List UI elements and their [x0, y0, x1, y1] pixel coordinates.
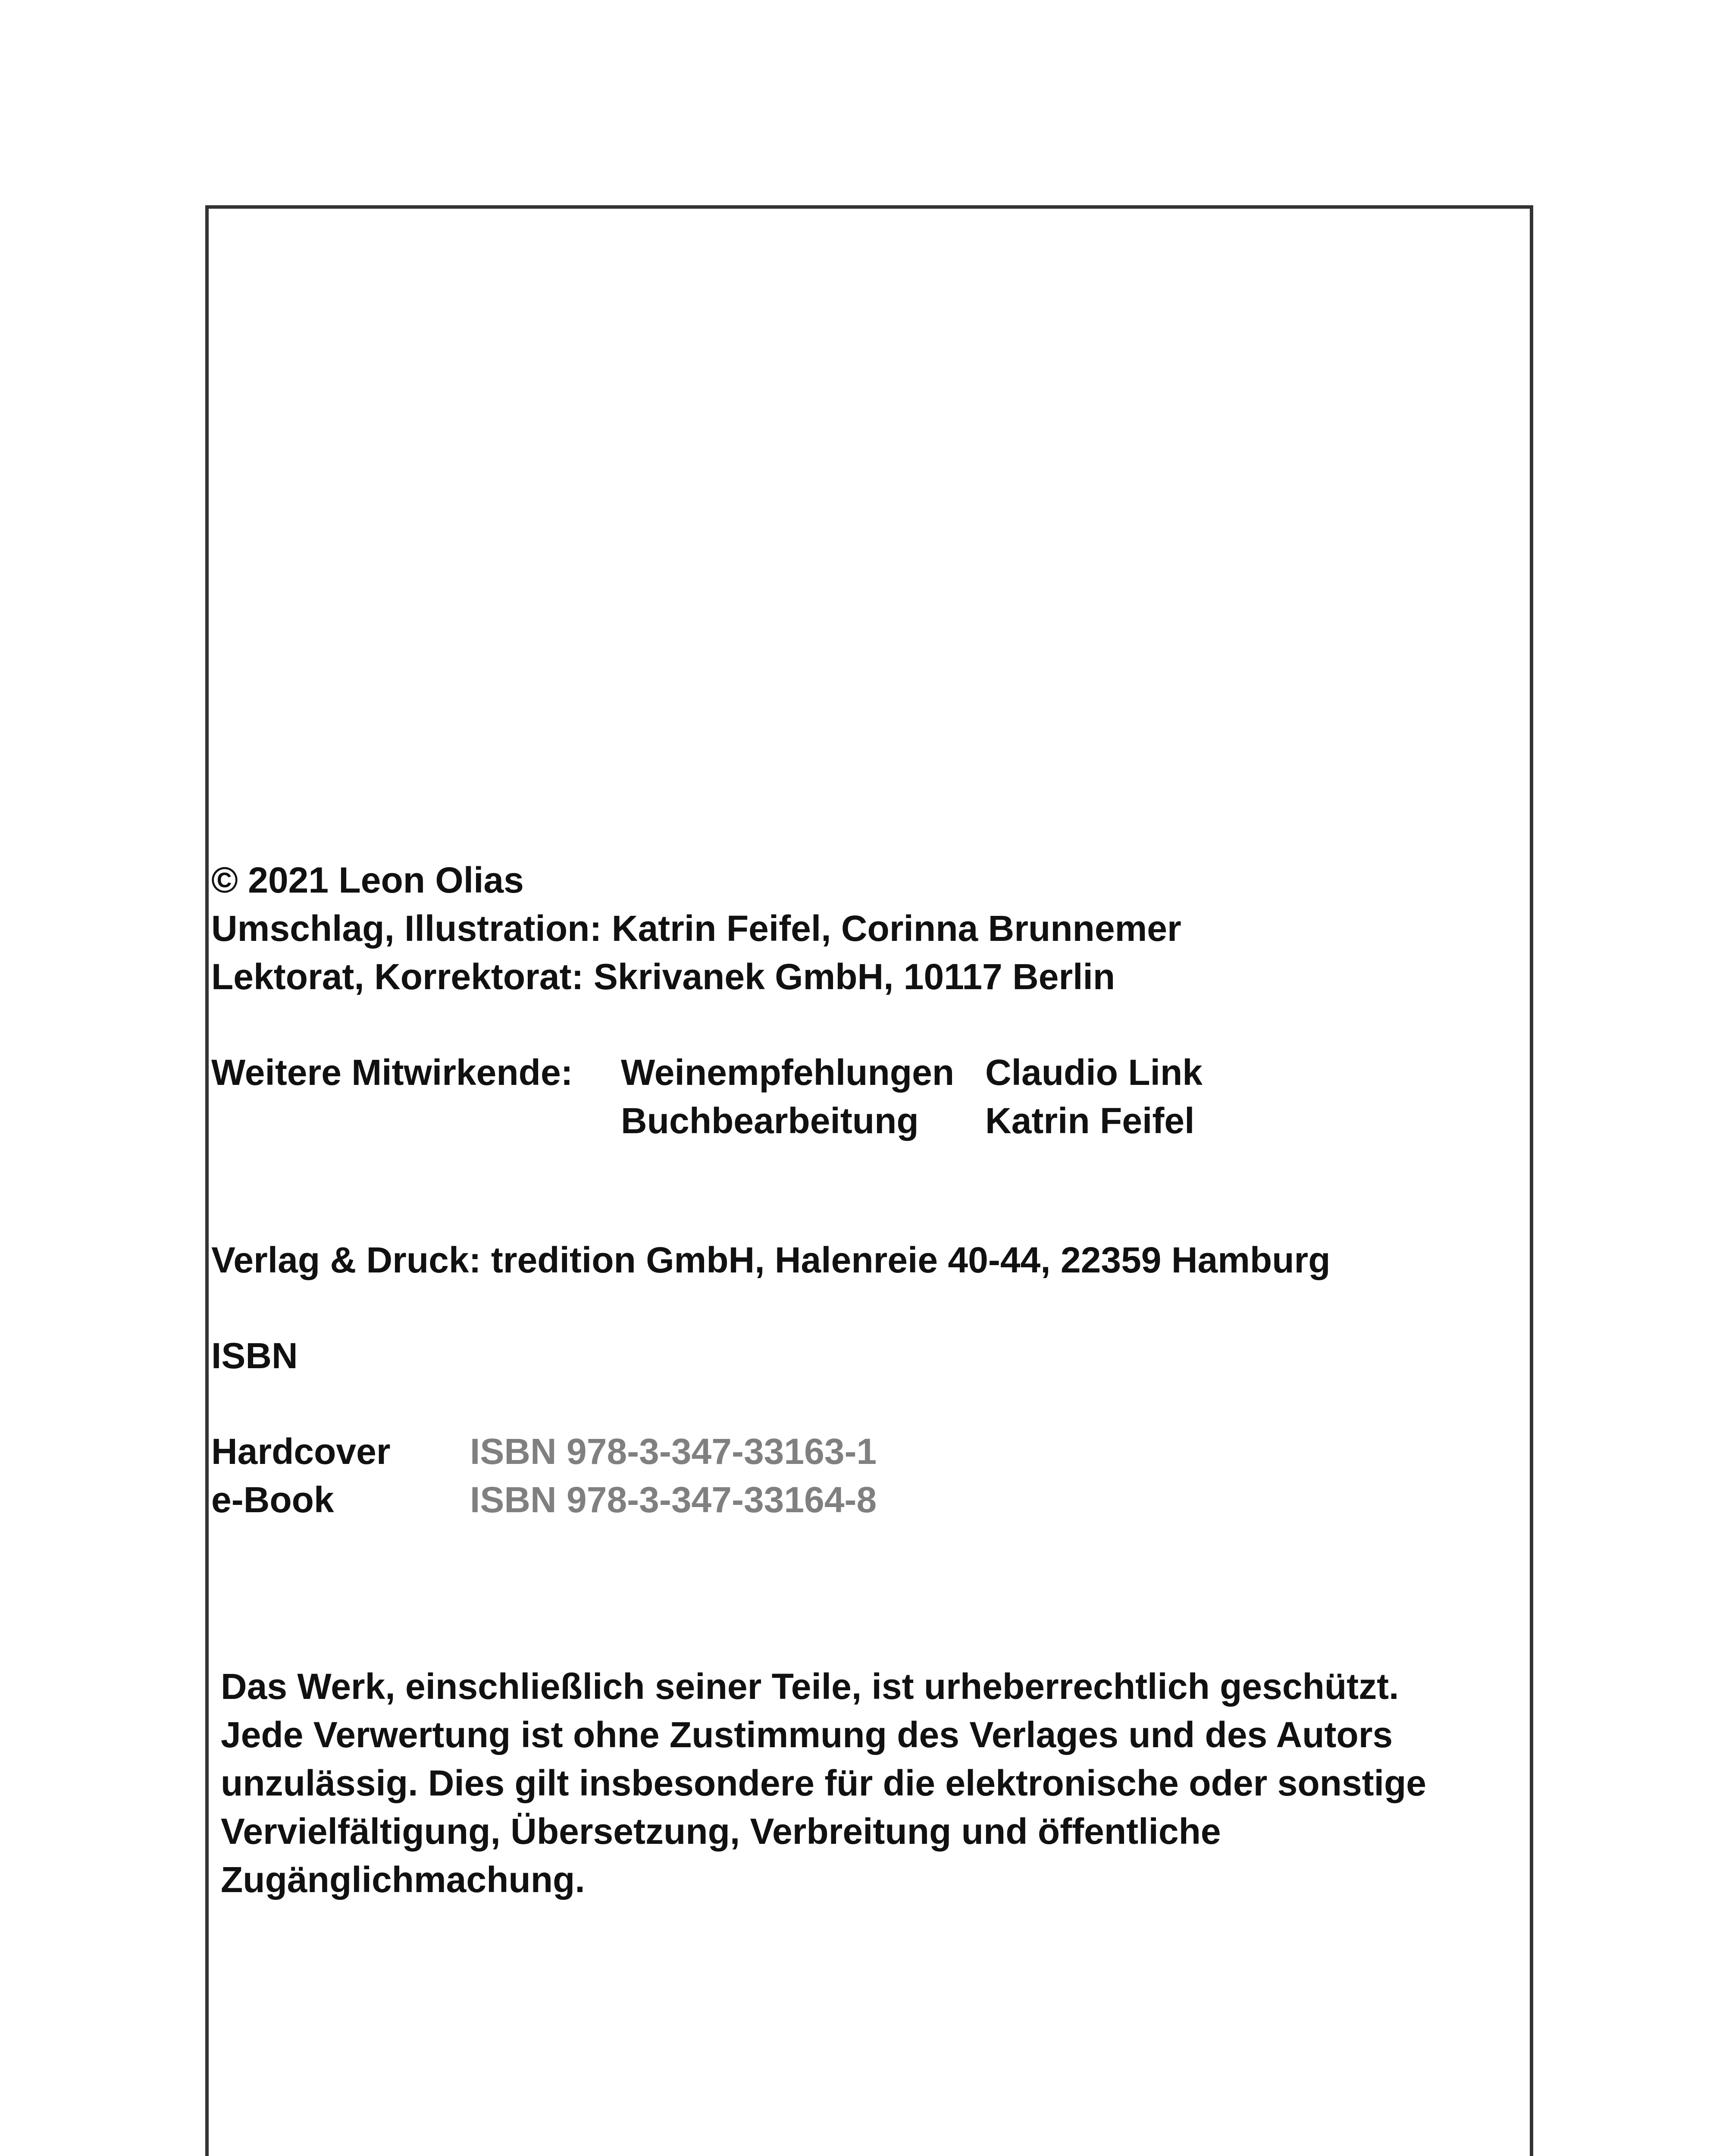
contributor-role: Weinempfehlungen — [621, 1052, 955, 1093]
editing-credit-line: Lektorat, Korrektorat: Skrivanek GmbH, 10117 Berlin — [211, 956, 1115, 997]
copyright-notice — [221, 1662, 1527, 1904]
edition-format: Hardcover — [211, 1431, 391, 1472]
isbn-heading: ISBN — [211, 1335, 298, 1376]
notice-line: unzulässig. Dies gilt insbesondere für die elektronische oder sonstige — [221, 1763, 1426, 1803]
publisher-line: Verlag & Druck: tredition GmbH, Halenreie 40-44, 22359 Hamburg — [211, 1240, 1331, 1280]
contributor-role: Buchbearbeitung — [621, 1100, 919, 1141]
contributors-label: Weitere Mitwirkende: — [211, 1052, 573, 1093]
contributor-name: Katrin Feifel — [985, 1100, 1195, 1141]
notice-line: Jede Verwertung ist ohne Zustimmung des Verlages und des Autors — [221, 1714, 1393, 1755]
edition-isbn: ISBN 978-3-347-33163-1 — [470, 1431, 877, 1472]
contributor-name: Claudio Link — [985, 1052, 1203, 1093]
notice-line: Vervielfältigung, Übersetzung, Verbreitung und öffentliche — [221, 1811, 1221, 1852]
notice-line: Zugänglichmachung. — [221, 1859, 585, 1900]
cover-credit-line: Umschlag, Illustration: Katrin Feifel, Corinna Brunnemer — [211, 908, 1181, 949]
copyright-line: © 2021 Leon Olias — [211, 860, 524, 900]
edition-isbn: ISBN 978-3-347-33164-8 — [470, 1479, 877, 1520]
edition-format: e-Book — [211, 1479, 334, 1520]
notice-line: Das Werk, einschließlich seiner Teile, ist urheberrechtlich geschützt. — [221, 1666, 1399, 1707]
